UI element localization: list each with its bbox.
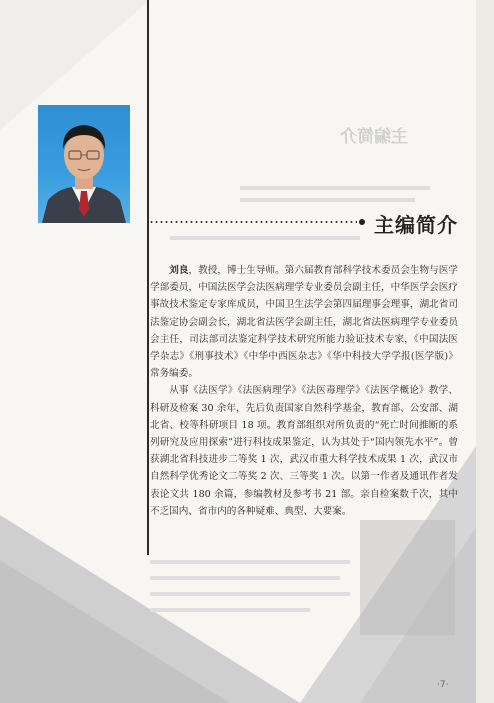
ghost-line (240, 186, 430, 190)
ghost-line (150, 608, 310, 612)
bio-paragraph-1-text: ，教授，博士生导师。第六届教育部科学技术委员会生物与医学学部委员，中国法医学会法医病理学专业委员会副主任，中华医学会医疗事故技术鉴定专家库成员，中国卫生法学会第四届理事会理事，湖北省司法鉴定协会副会长，湖北省法医学会副主任，湖北省法医病理学专业委员会主任，司法部司法鉴定科学技术研究所能力验证技术专家，《中国法医学杂志》《刑事技术》《中华中西医杂志》《华中科技大学学报(医学版)》常务编委。 (150, 265, 459, 380)
right-edge-shade (476, 0, 494, 703)
vertical-rule (147, 0, 149, 555)
ghost-title: 主编简介 (340, 127, 408, 147)
ghost-line (150, 576, 340, 580)
bio-paragraph-2: 从事《法医学》《法医病理学》《法医毒理学》《法医学概论》教学、科研及检案 30 余年，先后负责国家自然科学基金，教育部、公安部、湖北省、校等科研项目 18 项。教育部组织对所负责的“死亡时间推断的系列研究及应用探索”进行科技成果鉴定，认为其处于“国内领先水平”。曾获湖北省科技进步二等奖 1 次，武汉市重大科学技术成果 1 次，武汉市自然科学优秀论文二等奖 2 次、三等奖 1 次。以第一作者及通讯作者发表论文共 180 余篇，参编教材及参考书 21 部。亲自检案数千次，其中不乏国内、省市内的各种疑难、典型、大要案。 (150, 385, 458, 517)
section-title: 主编简介 (374, 213, 458, 237)
portrait-photo (38, 105, 130, 223)
bleed-photo (360, 520, 455, 635)
ghost-line (170, 236, 360, 240)
portrait-figure (38, 105, 130, 223)
bio-paragraph-1 (150, 262, 458, 382)
leader-end-dot (359, 219, 365, 225)
page-number: ·7· (437, 680, 449, 690)
dotted-leader (149, 221, 357, 223)
ghost-line (150, 592, 350, 596)
ghost-line (150, 560, 350, 564)
ghost-line (240, 198, 415, 202)
biography (150, 262, 458, 520)
author-name: 刘良 (169, 265, 189, 276)
